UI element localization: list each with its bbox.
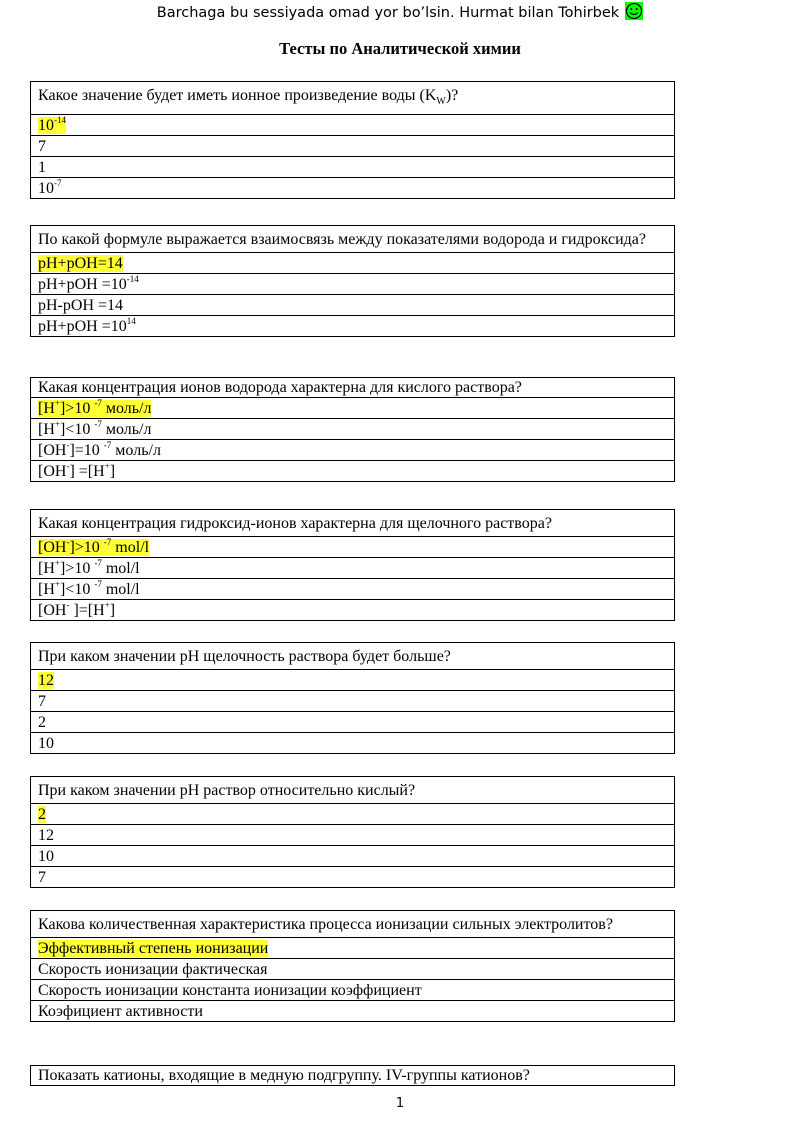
answer-option: [31, 253, 675, 274]
answer-option: 12: [31, 825, 675, 846]
answer-option: 10: [31, 846, 675, 867]
correct-answer-highlight: $10^{-14}$: [38, 114, 66, 134]
answer-option: 7: [31, 691, 675, 712]
answer-option: 10: [31, 733, 675, 754]
test-question-2: [30, 225, 675, 337]
test-question-1: [30, 81, 675, 199]
answer-option: [OH- ]=[H+]: [31, 600, 675, 621]
test-question-5: [30, 642, 675, 754]
answer-option: Скорость ионизации константа ионизации коэффициент: [31, 980, 675, 1001]
answer-option: [H+]<10 $^{-7}$ моль/л: [31, 419, 675, 440]
answer-option: Скорость ионизации фактическая: [31, 959, 675, 980]
correct-answer-highlight: Эффективный степень ионизации: [38, 939, 269, 957]
question-text: При каком значении pH щелочность раствора будет больше?: [31, 643, 675, 670]
answer-option: [OH-]=10 $^{-7}$ моль/л: [31, 440, 675, 461]
smiley-face-icon: [625, 2, 643, 20]
answer-option: [OH-] =[H+]: [31, 461, 675, 482]
answer-option: $pH+pOH =10^{-14}$: [31, 274, 675, 295]
answer-option: [H+]>10 $^{-7}$ mol/l: [31, 558, 675, 579]
answer-option: 7: [31, 867, 675, 888]
answer-option: pH-pOH =14: [31, 295, 675, 316]
question-text: Какая концентрация ионов водорода характерна для кислого раствора?: [31, 378, 675, 398]
correct-answer-highlight: 12: [38, 671, 54, 689]
test-question-3: [30, 377, 675, 482]
page-header: [0, 2, 800, 23]
correct-answer-highlight: [OH-]>10 $^{-7}$ mol/l: [38, 536, 150, 556]
test-question-6: [30, 776, 675, 888]
answer-option: [31, 938, 675, 959]
answer-option: [H+]<10 $^{-7}$ mol/l: [31, 579, 675, 600]
correct-answer-highlight: pH+pOH=14: [38, 254, 123, 272]
test-question-8: [30, 1065, 675, 1086]
correct-answer-highlight: [H+]>10 $^{-7}$ моль/л: [38, 397, 152, 417]
answer-option: $10^{-7}$: [31, 178, 675, 199]
document-title: Тесты по Аналитической химии: [279, 39, 521, 58]
answer-option: 7: [31, 136, 675, 157]
question-text: При каком значении pH раствор относительно кислый?: [31, 777, 675, 804]
question-text: Показать катионы, входящие в медную подгруппу. IV-группы катионов?: [31, 1066, 675, 1086]
answer-option: [31, 804, 675, 825]
page-number: 1: [395, 1096, 405, 1111]
question-text: Какое значение будет иметь ионное произведение воды $(K_W)$?: [31, 82, 675, 115]
question-text: Какова количественная характеристика процесса ионизации сильных электролитов?: [31, 911, 675, 938]
question-text: По какой формуле выражается взаимосвязь между показателями водорода и гидроксида?: [31, 226, 675, 253]
test-question-4: [30, 509, 675, 621]
answer-option: [31, 115, 675, 136]
answer-option: Коэфициент активности: [31, 1001, 675, 1022]
question-text: Какая концентрация гидроксид-ионов характерна для щелочного раствора?: [31, 510, 675, 537]
answer-option: [31, 670, 675, 691]
answer-option: $pH+pOH =10^{14}$: [31, 316, 675, 337]
answer-option: 2: [31, 712, 675, 733]
answer-option: 1: [31, 157, 675, 178]
answer-option: [31, 537, 675, 558]
test-question-7: [30, 910, 675, 1022]
correct-answer-highlight: 2: [38, 805, 46, 823]
answer-option: [31, 398, 675, 419]
header-wish-text: Barchaga bu sessiyada omad yor bo’lsin. Hurmat bilan Tohirbek: [156, 5, 620, 21]
